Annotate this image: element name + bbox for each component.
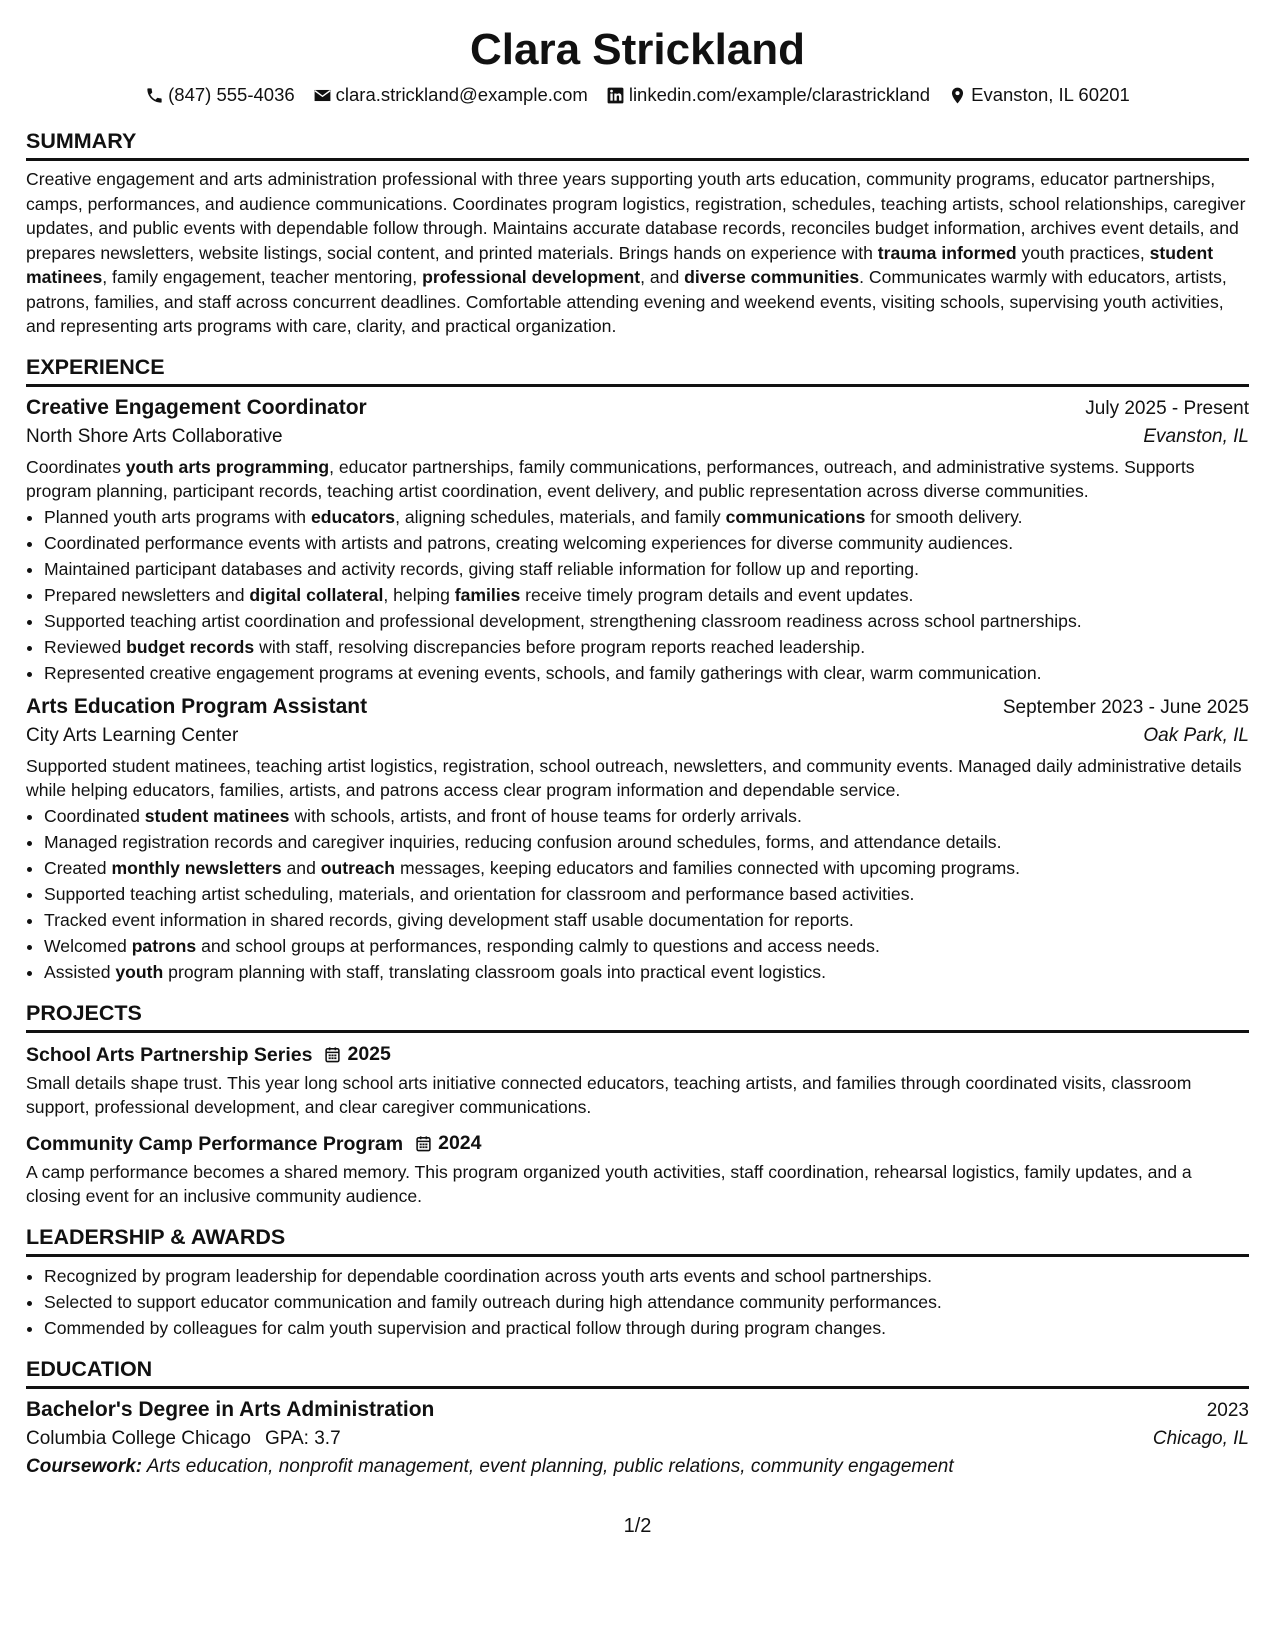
job-title: Arts Education Program Assistant xyxy=(26,694,368,718)
page-number: 1/2 xyxy=(623,1515,652,1537)
summary-text xyxy=(26,167,1249,339)
text-segment: Created xyxy=(44,857,112,878)
text-segment: with staff, resolving discrepancies before program reports reached leadership. xyxy=(254,636,866,657)
job-subheader xyxy=(26,722,1249,750)
contact-phone[interactable] xyxy=(145,82,295,108)
project-year-text: 2024 xyxy=(438,1132,482,1154)
bold-keyword: patrons xyxy=(131,935,197,956)
text-segment: program planning with staff, translating classroom goals into practical event logistics. xyxy=(163,961,826,982)
text-segment: , family engagement, teacher mentoring, xyxy=(102,267,423,287)
bold-keyword: families xyxy=(454,584,521,605)
text-segment: Managed registration records and caregiver inquiries, reducing confusion around schedules, forms, and attendance details. xyxy=(44,831,1002,852)
bold-keyword: educators xyxy=(310,506,396,527)
coursework-text: Arts education, nonprofit management, event planning, public relations, community engagement xyxy=(142,1455,954,1477)
job-intro xyxy=(26,754,1249,803)
job-dates: July 2025 - Present xyxy=(1085,397,1249,419)
job-entry xyxy=(26,693,1249,985)
experience-heading: EXPERIENCE xyxy=(26,354,1249,387)
degree-title: Bachelor's Degree in Arts Administration xyxy=(26,1397,435,1421)
text-segment: Supported teaching artist scheduling, materials, and orientation for classroom and performance based activities. xyxy=(44,883,915,904)
linkedin-icon xyxy=(606,86,625,105)
list-item: • Recognized by program leadership for dependable coordination across youth arts events and school partnerships. xyxy=(44,1263,1249,1289)
summary-heading: SUMMARY xyxy=(26,128,1249,161)
text-segment: Creative engagement and arts administration professional with three years supporting youth arts education, community programs, educator partnerships, camps, performances, and audience communications. Coordinates program logistics, registration, schedules, teaching artists, school relationships, caregiver updates, and public events with dependable follow through. Maintains accurate database records, reconciles budget information, archives event details, and prepares newsletters, website listings, social content, and printed materials. Brings hands on experience with xyxy=(26,169,1246,263)
job-location: Oak Park, IL xyxy=(1143,724,1249,746)
bold-keyword: diverse communities xyxy=(684,267,860,287)
bold-keyword: student matinees xyxy=(26,242,1214,287)
map-pin-icon xyxy=(948,86,967,105)
list-item xyxy=(44,881,1249,907)
project-year xyxy=(415,1132,481,1155)
list-item xyxy=(44,608,1249,634)
education-subheader xyxy=(26,1425,1249,1453)
project-entry xyxy=(26,1130,1249,1209)
bold-keyword: monthly newsletters xyxy=(111,857,282,878)
project-year-text: 2025 xyxy=(347,1043,391,1065)
projects-heading: PROJECTS xyxy=(26,1000,1249,1033)
list-item xyxy=(44,660,1249,686)
text-segment: for smooth delivery. xyxy=(865,506,1023,527)
job-bullets xyxy=(26,803,1249,985)
list-item xyxy=(44,829,1249,855)
text-segment: and school groups at performances, responding calmly to questions and access needs. xyxy=(196,935,880,956)
job-bullets xyxy=(26,504,1249,686)
list-item xyxy=(44,556,1249,582)
school-name: Columbia College Chicago xyxy=(26,1427,251,1449)
leadership-heading: LEADERSHIP & AWARDS xyxy=(26,1224,1249,1257)
candidate-name: Clara Strickland xyxy=(469,25,806,74)
list-item xyxy=(44,855,1249,881)
job-subheader xyxy=(26,423,1249,451)
list-item xyxy=(44,907,1249,933)
project-description: Small details shape trust. This year long school arts initiative connected educators, teaching artists, and families through coordinated visits, classroom support, professional development, and clear caregiver communications. xyxy=(26,1072,1192,1117)
job-org: City Arts Learning Center xyxy=(26,724,239,746)
contact-location xyxy=(948,82,1130,108)
list-item: • Commended by colleagues for calm youth supervision and practical follow through during program changes. xyxy=(44,1315,1249,1341)
project-title: School Arts Partnership Series xyxy=(26,1043,313,1066)
text-segment: with schools, artists, and front of house teams for orderly arrivals. xyxy=(289,805,802,826)
bold-keyword: youth arts programming xyxy=(125,456,330,477)
text-segment: , aligning schedules, materials, and family xyxy=(395,506,726,527)
job-intro xyxy=(26,455,1249,504)
job-title: Creative Engagement Coordinator xyxy=(26,395,367,419)
text-segment: Supported teaching artist coordination and professional development, strengthening classroom readiness across school partnerships. xyxy=(44,610,1082,631)
phone-text: (847) 555-4036 xyxy=(168,84,295,105)
coursework-line xyxy=(26,1453,1249,1481)
contact-email[interactable] xyxy=(313,82,588,108)
text-segment: Reviewed xyxy=(44,636,127,657)
text-segment: messages, keeping educators and families connected with upcoming programs. xyxy=(395,857,1020,878)
contact-linkedin[interactable] xyxy=(606,82,930,108)
bold-keyword: communications xyxy=(725,506,866,527)
bold-keyword: youth xyxy=(115,961,164,982)
text-segment: Assisted xyxy=(44,961,116,982)
email-text: clara.strickland@example.com xyxy=(335,84,588,105)
bold-keyword: outreach xyxy=(320,857,396,878)
job-org: North Shore Arts Collaborative xyxy=(26,425,283,447)
text-segment: . Communicates warmly with educators, artists, patrons, families, and staff across concurrent deadlines. Comfortable attending evening and weekend events, visiting schools, supervising youth activities, and representing arts programs with care, clarity, and practical organization. xyxy=(26,267,1227,336)
project-header xyxy=(26,1130,1249,1158)
gpa-text: GPA: 3.7 xyxy=(264,1427,341,1449)
contact-line xyxy=(26,82,1249,108)
text-segment: Supported student matinees, teaching artist logistics, registration, school outreach, newsletters, and community events. Managed daily administrative details while helping educators, families, artists, and patrons access clear program information and dependable service. xyxy=(26,755,1242,800)
text-segment: youth practices, xyxy=(1016,242,1150,263)
phone-icon xyxy=(145,86,164,105)
text-segment: , educator partnerships, family communications, performances, outreach, and administrative systems. Supports program planning, participant records, teaching artist coordination, event delivery, and public representation across diverse communities. xyxy=(26,456,1195,501)
text-segment: Coordinated xyxy=(44,805,145,826)
education-header xyxy=(26,1396,1249,1425)
list-item xyxy=(44,803,1249,829)
text-segment: Welcomed xyxy=(44,935,132,956)
text-segment: Coordinated performance events with artists and patrons, creating welcoming experiences for diverse community audiences. xyxy=(44,532,1014,553)
education-heading: EDUCATION xyxy=(26,1356,1249,1389)
bold-keyword: student matinees xyxy=(144,805,290,826)
list-item xyxy=(44,582,1249,608)
list-item xyxy=(44,504,1249,530)
bold-keyword: trauma informed xyxy=(877,242,1017,263)
text-segment: Prepared newsletters and xyxy=(44,584,250,605)
job-header xyxy=(26,693,1249,722)
text-segment: , helping xyxy=(383,584,455,605)
school-location: Chicago, IL xyxy=(1152,1427,1249,1449)
bold-keyword: professional development xyxy=(422,267,641,287)
text-segment: Tracked event information in shared records, giving development staff usable documentation for reports. xyxy=(44,909,854,930)
list-item xyxy=(44,530,1249,556)
job-dates: September 2023 - June 2025 xyxy=(1002,696,1249,718)
project-entry xyxy=(26,1041,1249,1120)
job-header xyxy=(26,394,1249,423)
project-header xyxy=(26,1041,1249,1069)
graduation-year: 2023 xyxy=(1206,1399,1249,1421)
bold-keyword: digital collateral xyxy=(249,584,384,605)
project-title: Community Camp Performance Program xyxy=(26,1132,404,1155)
linkedin-text: linkedin.com/example/clarastrickland xyxy=(628,84,931,105)
list-item xyxy=(44,634,1249,660)
coursework-label: Coursework: xyxy=(26,1455,143,1477)
leadership-bullets xyxy=(26,1263,1249,1341)
text-segment: Maintained participant databases and activity records, giving staff reliable information for follow up and reporting. xyxy=(44,558,919,579)
calendar-icon xyxy=(324,1046,341,1063)
bold-keyword: budget records xyxy=(126,636,255,657)
text-segment: receive timely program details and event updates. xyxy=(520,584,914,605)
school-info xyxy=(26,1425,341,1453)
text-segment: and xyxy=(281,857,321,878)
text-segment: Coordinates xyxy=(26,456,126,477)
resume-page xyxy=(26,0,1249,1481)
text-segment: Planned youth arts programs with xyxy=(44,506,311,527)
job-entry xyxy=(26,394,1249,686)
envelope-icon xyxy=(313,86,332,105)
job-location: Evanston, IL xyxy=(1143,425,1249,447)
text-segment: , and xyxy=(640,267,685,287)
list-item xyxy=(44,933,1249,959)
list-item: • Selected to support educator communication and family outreach during high attendance community performances. xyxy=(44,1289,1249,1315)
project-year xyxy=(324,1043,390,1066)
list-item xyxy=(44,959,1249,985)
text-segment: Represented creative engagement programs at evening events, schools, and family gatherings with clear, warm communication. xyxy=(44,662,1042,683)
location-text: Evanston, IL 60201 xyxy=(971,84,1130,105)
calendar-icon xyxy=(415,1135,432,1152)
project-description: A camp performance becomes a shared memory. This program organized youth activities, staff coordination, rehearsal logistics, family updates, and a closing event for an inclusive community audience. xyxy=(26,1161,1192,1206)
